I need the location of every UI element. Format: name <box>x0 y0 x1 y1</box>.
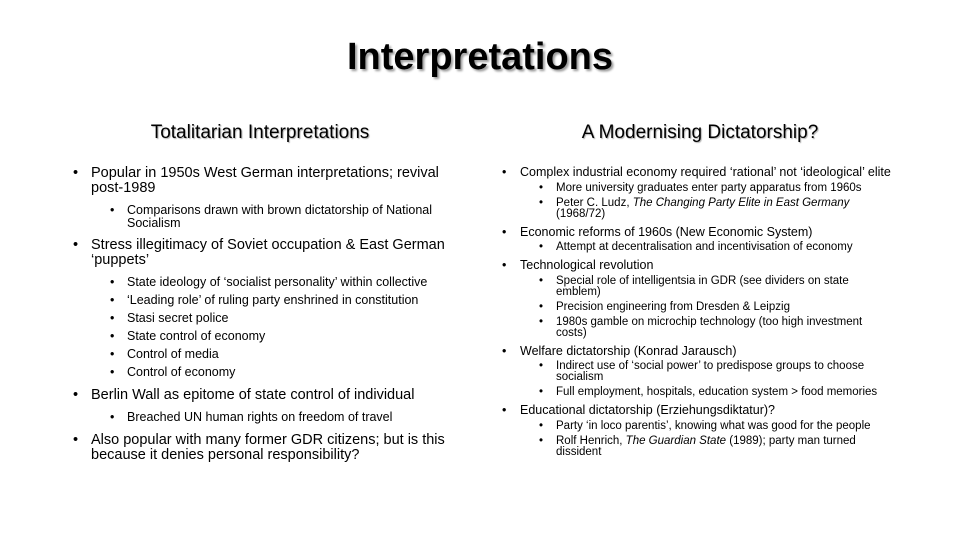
left-sub-bullet: • Control of economy <box>110 365 236 379</box>
left-bullet: • Also popular with many former GDR citizens; but is this because it denies personal responsibility? <box>73 432 445 463</box>
bullet-icon: • <box>502 403 507 417</box>
bullet-icon: • <box>502 165 507 179</box>
bullet-icon: • <box>539 241 544 253</box>
left-column <box>73 162 453 463</box>
bullet-icon: • <box>539 315 544 328</box>
left-sub-bullet: • Control of media <box>110 347 219 361</box>
bullet-icon: • <box>502 258 507 272</box>
right-sub-bullet: • Party ‘in loco parentis’, knowing what was good for the people <box>539 419 871 432</box>
right-sub-bullet: • Peter C. Ludz, The Changing Party Elite in East Germany (1968/72) <box>539 196 850 220</box>
slide-title: Interpretations <box>346 36 614 78</box>
bullet-icon: • <box>539 181 544 194</box>
left-bullet: • Stress illegitimacy of Soviet occupation & East German ‘puppets’ <box>73 237 445 268</box>
right-sub-bullet: • Rolf Henrich, The Guardian State (1989); party man turned dissident <box>539 434 856 458</box>
right-column-heading: A Modernising Dictatorship? <box>581 122 819 143</box>
right-bullet: • Complex industrial economy required ‘rational’ not ‘ideological’ elite <box>502 165 891 179</box>
right-bullet: • Educational dictatorship (Erziehungsdiktatur)? <box>502 403 775 417</box>
bullet-icon: • <box>539 274 544 287</box>
right-bullet-list <box>502 166 892 458</box>
bullet-icon: • <box>502 343 507 358</box>
right-sub-bullet: • Special role of intelligentsia in GDR (see dividers on state emblem) <box>539 274 849 298</box>
right-sub-bullet: • Indirect use of ‘social power’ to predispose groups to choose socialism <box>539 360 865 383</box>
bullet-icon: • <box>539 300 544 313</box>
bullet-icon: • <box>73 237 79 253</box>
right-bullet: • Technological revolution <box>502 258 654 272</box>
left-sub-bullet: • Comparisons drawn with brown dictatorship of National Socialism <box>110 203 433 230</box>
bullet-icon: • <box>110 365 115 379</box>
bullet-icon: • <box>73 387 79 403</box>
left-bullet: • Popular in 1950s West German interpretations; revival post-1989 <box>73 165 439 196</box>
bullet-icon: • <box>73 165 79 181</box>
bullet-icon: • <box>110 347 115 361</box>
right-bullet: • Welfare dictatorship (Konrad Jarausch) <box>502 343 737 358</box>
right-column <box>502 162 892 458</box>
right-sub-bullet: • Precision engineering from Dresden & Leipzig <box>539 300 790 313</box>
book-title: The Changing Party Elite in East Germany <box>632 196 850 209</box>
bullet-icon: • <box>110 311 115 325</box>
bullet-icon: • <box>539 434 544 447</box>
left-sub-bullet: • State ideology of ‘socialist personality’ within collective <box>110 275 428 289</box>
bullet-icon: • <box>539 360 544 372</box>
bullet-icon: • <box>110 329 115 343</box>
book-title: The Guardian State <box>625 434 727 447</box>
bullet-icon: • <box>539 196 544 209</box>
left-sub-bullet: • State control of economy <box>110 329 266 343</box>
bullet-icon: • <box>110 203 115 217</box>
bullet-icon: • <box>539 419 544 432</box>
left-sub-bullet: • Breached UN human rights on freedom of travel <box>110 410 393 424</box>
bullet-icon: • <box>110 293 115 307</box>
bullet-icon: • <box>539 386 544 398</box>
right-sub-bullet: • Attempt at decentralisation and incentivisation of economy <box>539 241 853 253</box>
left-sub-bullet: • ‘Leading role’ of ruling party enshrined in constitution <box>110 293 419 307</box>
right-sub-bullet: • Full employment, hospitals, education system > food memories <box>539 386 878 398</box>
left-bullet-list <box>73 166 453 463</box>
right-sub-bullet: • 1980s gamble on microchip technology (too high investment costs) <box>539 315 863 339</box>
right-bullet: • Economic reforms of 1960s (New Economic System) <box>502 224 813 239</box>
left-sub-bullet: • Stasi secret police <box>110 311 229 325</box>
bullet-icon: • <box>73 432 79 448</box>
bullet-icon: • <box>502 224 507 239</box>
bullet-icon: • <box>110 410 115 424</box>
right-sub-bullet: • More university graduates enter party apparatus from 1960s <box>539 181 862 194</box>
bullet-icon: • <box>110 275 115 289</box>
left-bullet: • Berlin Wall as epitome of state control of individual <box>73 387 415 403</box>
left-column-heading: Totalitarian Interpretations <box>150 122 370 143</box>
